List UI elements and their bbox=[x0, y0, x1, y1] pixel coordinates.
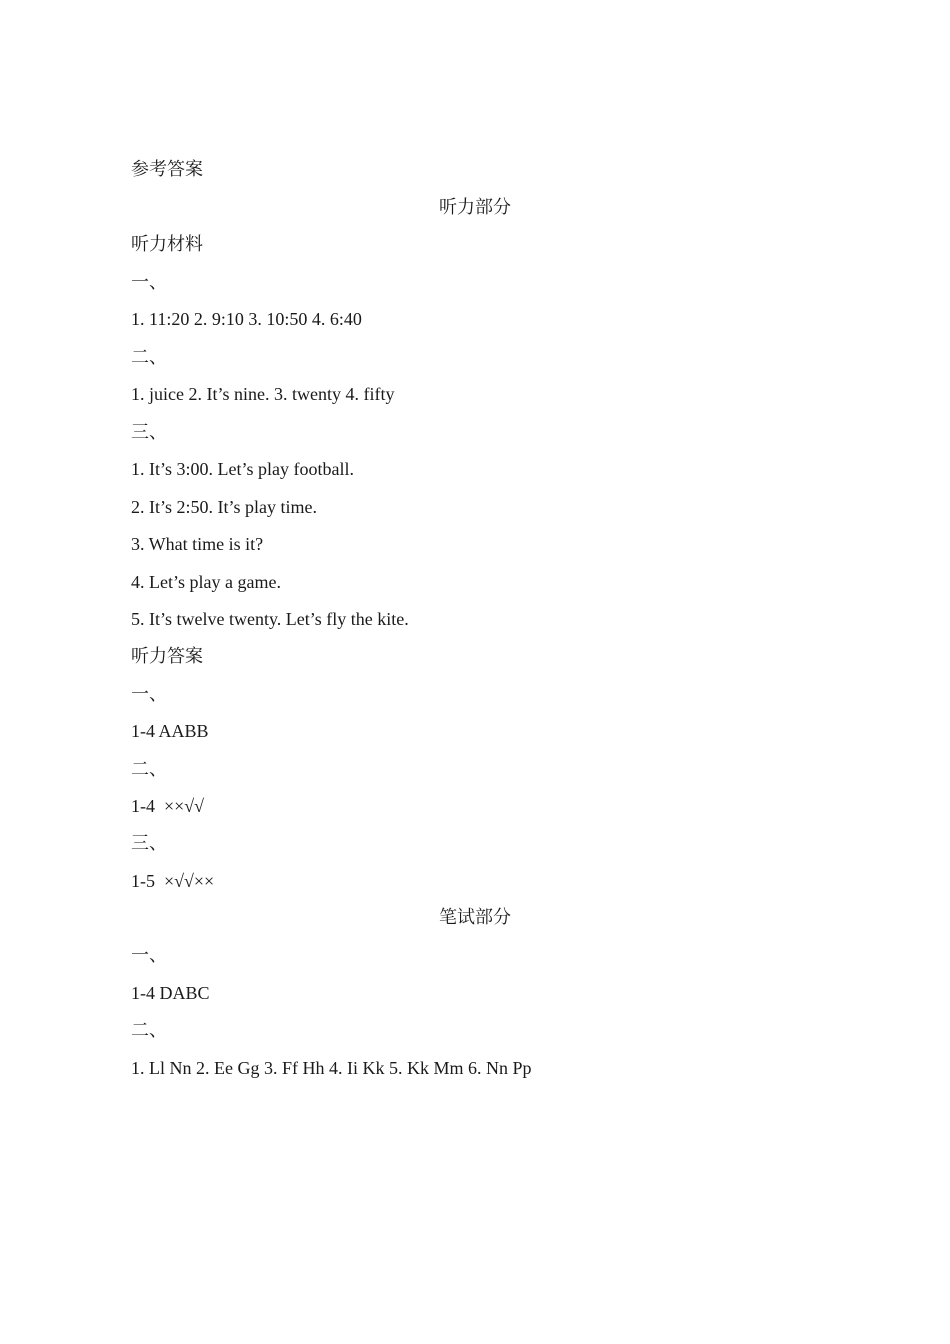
material-part-3-label: 三、 bbox=[131, 422, 167, 442]
material-part-3-item: 1. It’s 3:00. Let’s play football. bbox=[131, 459, 354, 479]
material-part-3-item: 5. It’s twelve twenty. Let’s fly the kite. bbox=[131, 609, 409, 629]
answer-part-1-text: 1-4 AABB bbox=[131, 721, 209, 741]
material-part-2-text: 1. juice 2. It’s nine. 3. twenty 4. fifty bbox=[131, 384, 395, 404]
material-part-3-item: 4. Let’s play a game. bbox=[131, 572, 281, 592]
answer-part-3-text: 1-5 ×√√×× bbox=[131, 871, 215, 891]
page-title: 参考答案 bbox=[131, 159, 203, 179]
answer-part-3-label: 三、 bbox=[131, 833, 167, 853]
answer-part-1-label: 一、 bbox=[131, 684, 167, 704]
written-part-1-label: 一、 bbox=[131, 945, 167, 965]
material-part-1-text: 1. 11:20 2. 9:10 3. 10:50 4. 6:40 bbox=[131, 309, 362, 329]
written-part-2-label: 二、 bbox=[131, 1020, 167, 1040]
listening-answer-label: 听力答案 bbox=[131, 646, 203, 666]
listening-material-label: 听力材料 bbox=[131, 234, 203, 254]
material-part-2-label: 二、 bbox=[131, 347, 167, 367]
answer-part-2-label: 二、 bbox=[131, 759, 167, 779]
written-section-heading: 笔试部分 bbox=[439, 907, 511, 927]
answer-part-2-text: 1-4 ××√√ bbox=[131, 796, 205, 816]
listening-section-heading: 听力部分 bbox=[439, 197, 511, 217]
written-part-1-text: 1-4 DABC bbox=[131, 983, 210, 1003]
written-part-2-text: 1. Ll Nn 2. Ee Gg 3. Ff Hh 4. Ii Kk 5. Kk Mm 6. Nn Pp bbox=[131, 1058, 532, 1078]
material-part-3-item: 3. What time is it? bbox=[131, 534, 264, 554]
material-part-1-label: 一、 bbox=[131, 272, 167, 292]
material-part-3-item: 2. It’s 2:50. It’s play time. bbox=[131, 497, 317, 517]
